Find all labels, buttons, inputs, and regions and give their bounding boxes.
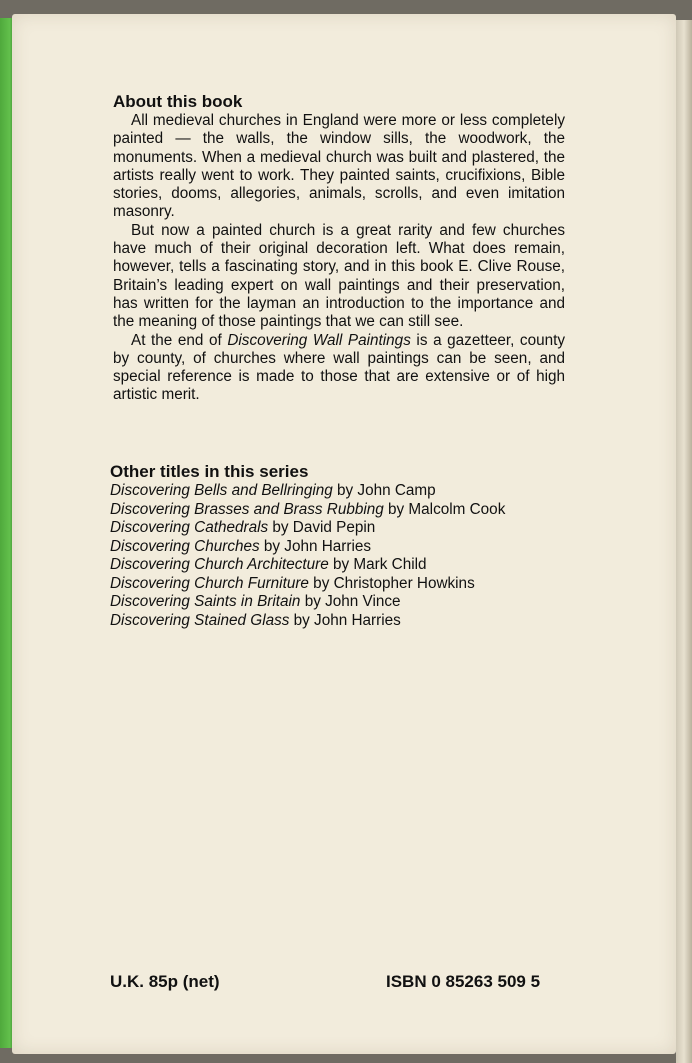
list-item [110, 575, 580, 594]
series-title: Discovering Bells and Bellringing [110, 482, 333, 499]
series-author: by David Pepin [268, 519, 376, 536]
series-title: Discovering Cathedrals [110, 519, 269, 536]
page-edge-right [676, 20, 692, 1063]
paragraph-text: But now a painted church is a great rarity and few churches have much of their original decoration left. What does remain, however, tells a fascinating story, and in this book E. Clive Rouse, Britain’s leading expert on wall paintings and their preservation, has written for the layman an introduction to the importance and the meaning of those paintings that we can still see. [113, 221, 565, 331]
paragraph-text: At the end of [131, 331, 228, 349]
list-item [110, 482, 580, 501]
series-title: Discovering Church Furniture [110, 574, 309, 592]
series-title: Discovering Brasses and Brass Rubbing [110, 500, 384, 518]
list-item [110, 501, 580, 520]
series-author: by John Vince [300, 593, 401, 610]
about-paragraph-1 [113, 112, 565, 222]
isbn-label: ISBN 0 85263 509 5 [386, 972, 541, 991]
list-item [110, 519, 580, 538]
paragraph-text: is a gazetteer, county by county, of churches where wall paintings can be seen, and special reference is made to those that are extensive or of high artistic merit. [113, 331, 566, 404]
other-titles-section [110, 462, 580, 630]
series-title: Discovering Saints in Britain [110, 593, 301, 610]
series-title-list [110, 482, 580, 630]
list-item [110, 538, 580, 557]
series-author: by Mark Child [328, 556, 427, 573]
series-author: by Malcolm Cook [383, 500, 506, 518]
series-title: Discovering Church Architecture [110, 556, 329, 573]
paragraph-text: All medieval churches in England were more or less completely painted — the walls, the window sills, the woodwork, the monuments. When a medieval church was built and plastered, the artists really went to work. They painted saints, crucifixions, Bible stories, dooms, allegories, animals, scrolls, and even imitation masonry. [113, 112, 565, 221]
about-paragraph-3 [113, 332, 565, 405]
series-author: by John Harries [259, 537, 372, 555]
list-item [110, 556, 580, 575]
price-label: U.K. 85p (net) [110, 972, 220, 991]
list-item [110, 593, 580, 612]
series-author: by John Harries [289, 611, 401, 629]
series-author: by Christopher Howkins [308, 574, 475, 592]
book-title-italic: Discovering Wall Paintings [227, 331, 411, 349]
list-item [110, 612, 580, 631]
other-titles-heading: Other titles in this series [110, 462, 309, 481]
series-title: Discovering Stained Glass [110, 611, 290, 629]
about-heading: About this book [113, 92, 243, 111]
series-author: by John Camp [332, 482, 436, 499]
about-section [113, 92, 565, 405]
about-paragraph-2 [113, 222, 565, 332]
series-title: Discovering Churches [110, 537, 260, 555]
